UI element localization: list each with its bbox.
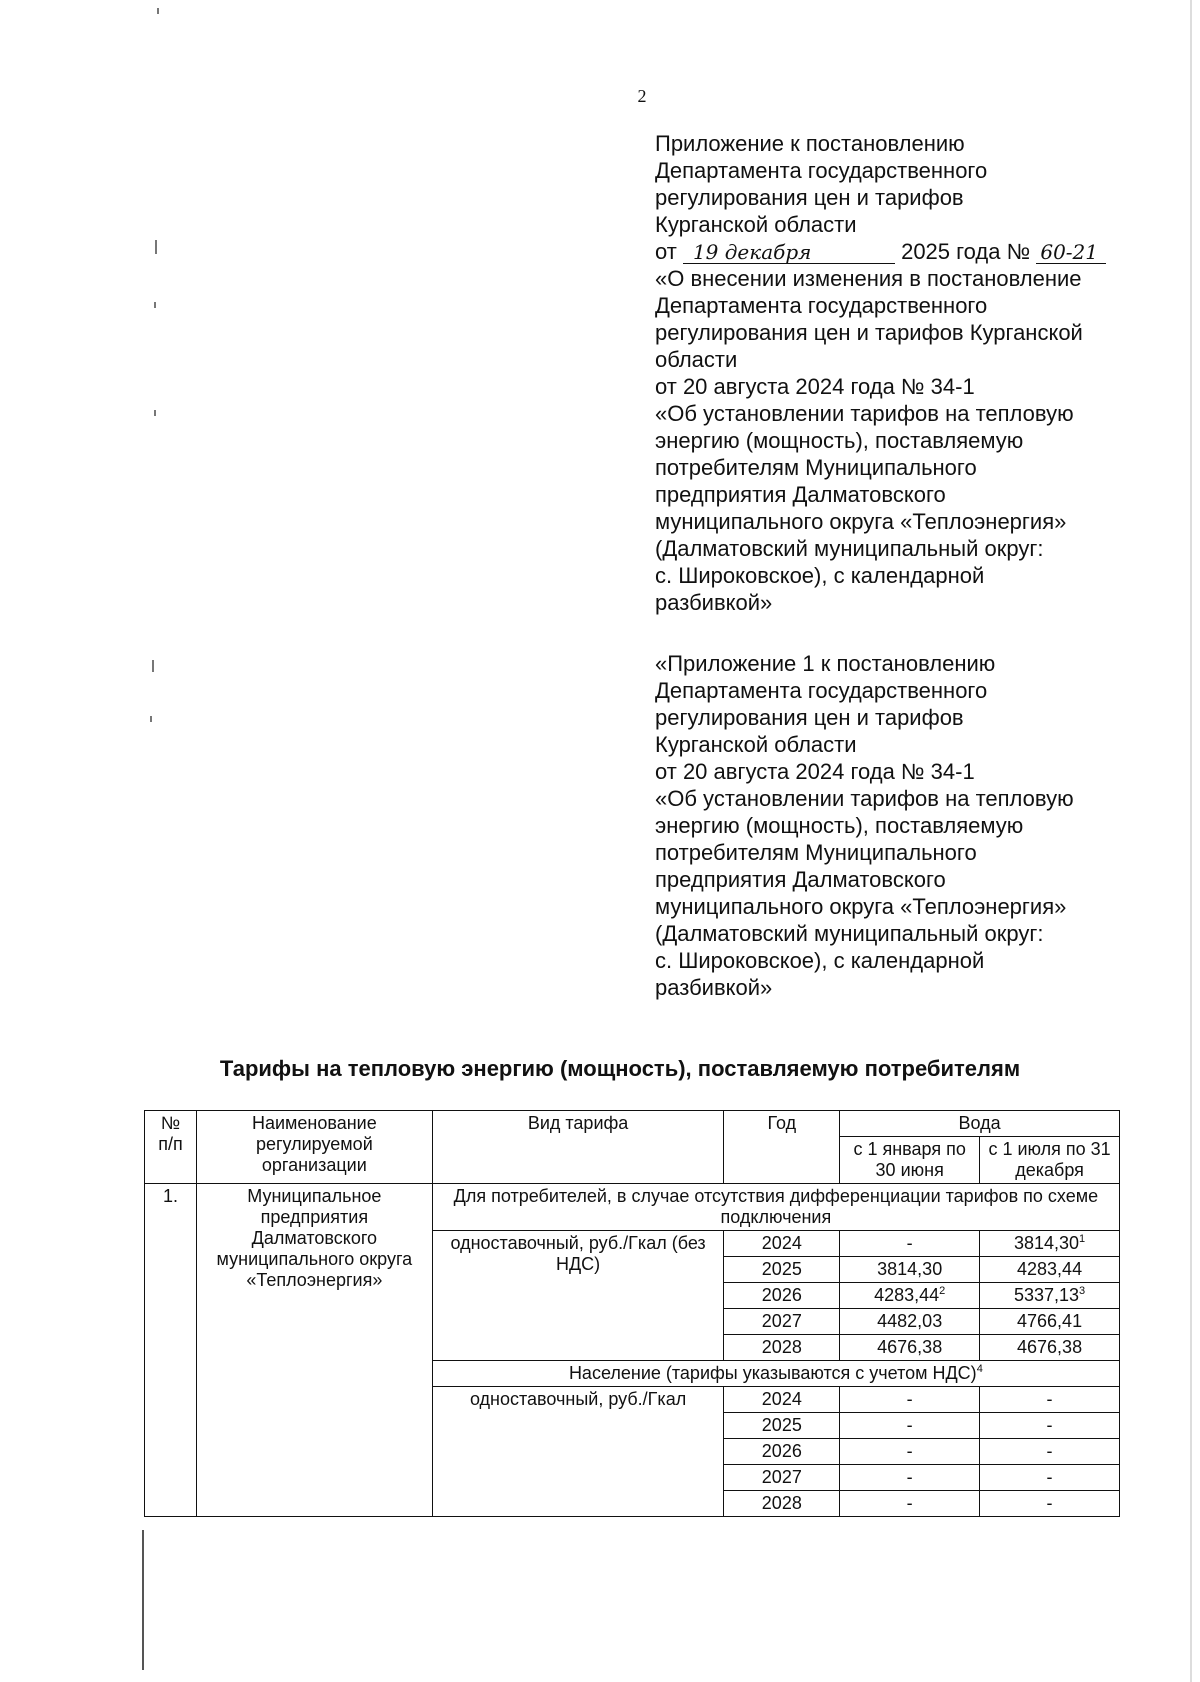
handwritten-number: 60-21: [1036, 241, 1106, 264]
appendix-line: Приложение к постановлению: [655, 131, 965, 156]
scan-speck: [154, 302, 156, 308]
appendix-line: разбивкой»: [655, 590, 773, 615]
appendix-line: Курганской области: [655, 732, 857, 757]
appendix-line: предприятия Далматовского: [655, 867, 946, 892]
value-h2: 4283,44: [980, 1257, 1120, 1283]
year-cell: 2024: [724, 1387, 840, 1413]
scan-speck: [152, 660, 154, 672]
header-h1: с 1 января по 30 июня: [840, 1137, 980, 1184]
appendix-line: «Об установлении тарифов на тепловую: [655, 401, 1074, 426]
value-h1: 4283,44$^2$: [840, 1283, 980, 1309]
date-prefix: от: [655, 239, 677, 264]
appendix-line: «Приложение 1 к постановлению: [655, 651, 996, 676]
margin-line: [142, 1530, 144, 1670]
tariff-type: одноставочный, руб./Гкал: [432, 1387, 724, 1517]
value-h1: 3814,30: [840, 1257, 980, 1283]
table-row: [145, 1184, 1120, 1231]
appendix-line: (Далматовский муниципальный округ:: [655, 921, 1044, 946]
year-cell: 2027: [724, 1309, 840, 1335]
scan-speck: [155, 240, 157, 254]
tariff-type: одноставочный, руб./Гкал (без НДС): [432, 1231, 724, 1361]
header-type: Вид тарифа: [432, 1111, 724, 1184]
table-header-row: [145, 1111, 1120, 1137]
value-h2: -: [980, 1439, 1120, 1465]
header-year: Год: [724, 1111, 840, 1184]
appendix-line: предприятия Далматовского: [655, 482, 946, 507]
appendix-line: Департамента государственного: [655, 158, 988, 183]
scan-speck: [154, 410, 156, 416]
value-h2: -: [980, 1465, 1120, 1491]
value-h2: 3814,30$^1$: [980, 1231, 1120, 1257]
value-h1: 4676,38: [840, 1335, 980, 1361]
value-h2: 5337,13$^3$: [980, 1283, 1120, 1309]
value-h1: -: [840, 1465, 980, 1491]
year-cell: 2028: [724, 1335, 840, 1361]
value-h1: -: [840, 1387, 980, 1413]
tariff-table: [144, 1110, 1120, 1517]
scan-speck: [150, 716, 152, 722]
appendix-line: Департамента государственного: [655, 293, 988, 318]
appendix-line: регулирования цен и тарифов: [655, 185, 964, 210]
page-number: 2: [637, 86, 647, 106]
table-title: Тарифы на тепловую энергию (мощность), поставляемую потребителям: [219, 1056, 1021, 1081]
value-h2: 4676,38: [980, 1335, 1120, 1361]
appendix-line: энергию (мощность), поставляемую: [655, 428, 1024, 453]
scan-speck: [157, 8, 159, 14]
appendix-line: муниципального округа «Теплоэнергия»: [655, 894, 1067, 919]
header-org: Наименование регулируемой организации: [196, 1111, 432, 1184]
value-h2: -: [980, 1491, 1120, 1517]
appendix-quoted: [655, 650, 1125, 1001]
appendix-line: от 20 августа 2024 года № 34-1: [655, 374, 975, 399]
appendix-line: (Далматовский муниципальный округ:: [655, 536, 1044, 561]
appendix-line: с. Широковское), с календарной: [655, 948, 985, 973]
header-num: № п/п: [145, 1111, 197, 1184]
section-title: Для потребителей, в случае отсутствия дифференциации тарифов по схеме подключения: [432, 1184, 1119, 1231]
appendix-line: разбивкой»: [655, 975, 773, 1000]
value-h1: -: [840, 1491, 980, 1517]
value-h2: -: [980, 1387, 1120, 1413]
year-cell: 2027: [724, 1465, 840, 1491]
appendix-line: регулирования цен и тарифов Курганской: [655, 320, 1083, 345]
appendix-line: потребителям Муниципального: [655, 455, 977, 480]
value-h1: 4482,03: [840, 1309, 980, 1335]
appendix-line: регулирования цен и тарифов: [655, 705, 964, 730]
year-cell: 2025: [724, 1413, 840, 1439]
appendix-header: [655, 130, 1125, 616]
header-group: Вода: [840, 1111, 1120, 1137]
header-h2: с 1 июля по 31 декабря: [980, 1137, 1120, 1184]
section-title: Население (тарифы указываются с учетом НДС)$^4$: [432, 1361, 1119, 1387]
appendix-line: потребителям Муниципального: [655, 840, 977, 865]
handwritten-date: 19 декабря: [683, 241, 895, 264]
year-cell: 2025: [724, 1257, 840, 1283]
year-text: 2025 года №: [901, 239, 1031, 264]
appendix-line: с. Широковское), с календарной: [655, 563, 985, 588]
appendix-line: области: [655, 347, 738, 372]
value-h1: -: [840, 1413, 980, 1439]
row-number: 1.: [145, 1184, 197, 1517]
year-cell: 2026: [724, 1439, 840, 1465]
year-cell: 2024: [724, 1231, 840, 1257]
value-h1: -: [840, 1231, 980, 1257]
year-cell: 2026: [724, 1283, 840, 1309]
appendix-line: Департамента государственного: [655, 678, 988, 703]
value-h2: 4766,41: [980, 1309, 1120, 1335]
org-name: Муниципальное предприятия Далматовского муниципального округа «Теплоэнергия»: [196, 1184, 432, 1517]
appendix-line: «Об установлении тарифов на тепловую: [655, 786, 1074, 811]
appendix-line: «О внесении изменения в постановление: [655, 266, 1082, 291]
decree-date-line: [655, 238, 1125, 265]
appendix-line: муниципального округа «Теплоэнергия»: [655, 509, 1067, 534]
appendix-line: энергию (мощность), поставляемую: [655, 813, 1024, 838]
year-cell: 2028: [724, 1491, 840, 1517]
appendix-line: Курганской области: [655, 212, 857, 237]
value-h2: -: [980, 1413, 1120, 1439]
value-h1: -: [840, 1439, 980, 1465]
page-edge: [1190, 0, 1192, 1682]
appendix-line: от 20 августа 2024 года № 34-1: [655, 759, 975, 784]
